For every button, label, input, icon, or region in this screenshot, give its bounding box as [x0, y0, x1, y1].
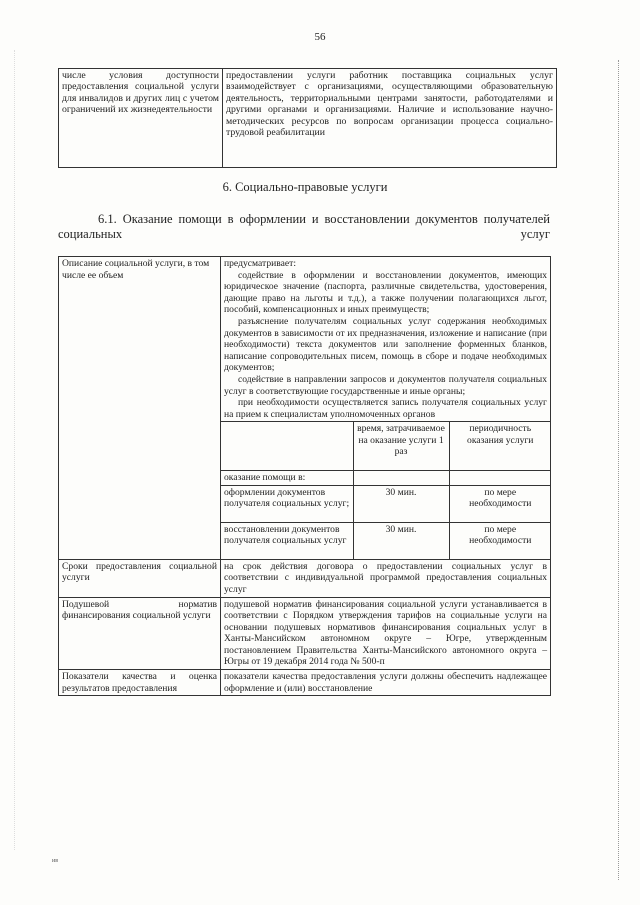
description-intro: предусматривает:: [224, 258, 297, 269]
scan-edge-right: [618, 60, 620, 880]
description-item: при необходимости осуществляется запись получателя социальных услуг на прием к специалистам уполномоченных органов: [224, 397, 547, 420]
col-period-header: периодичность оказания услуги: [449, 422, 551, 471]
footer-mark: ив: [52, 858, 59, 864]
inner-row-period: по мере необходимости: [449, 522, 551, 559]
inner-group-empty: [449, 471, 551, 485]
quality-value: показатели качества предоставления услуги должны обеспечить надлежащее оформление и (или) восстановление: [221, 670, 551, 696]
continued-table: [58, 68, 557, 168]
description-item: разъяснение получателям социальных услуг содержания необходимых документов в зависимости от их предназначения, изложение и написание (при необходимости) текста документов или заполнение форменных бланков, написание сопроводительных писем, помощь в сборе и подаче необходимых документов;: [224, 315, 547, 374]
inner-row-period: по мере необходимости: [449, 485, 551, 522]
description-item: содействие в направлении запросов и документов получателя социальных услуг в соответствующие государственные и иные органы;: [224, 373, 547, 397]
section-heading: 6. Социально-правовые услуги: [222, 180, 388, 194]
norm-value: подушевой норматив финансирования социальной услуги устанавливается в соответствии с Порядком утверждения тарифов на социальные услуги на основании подушевых нормативов финансирования социальных услуг в Ханты-Мансийском автономном округе – Югре, утвержденным постановлением Правительства Ханты-Мансийского автономного округа – Югры от 19 декабря 2014 года № 500-п: [221, 597, 551, 670]
inner-group-label: оказание помощи в:: [221, 471, 353, 485]
col-time-header: время, затрачиваемое на оказание услуги 1 раз: [353, 422, 449, 471]
inner-row-time: 30 мин.: [353, 485, 449, 522]
inner-header-empty: [221, 422, 353, 471]
terms-label: Сроки предоставления социальной услуги: [59, 559, 221, 597]
norm-label: Подушевой норматив финансирования социальной услуги: [59, 597, 221, 670]
service-table: [58, 256, 551, 696]
terms-row: [59, 559, 551, 597]
continued-left-cell: числе условия доступности предоставления социальной услуги для инвалидов и других лиц с учетом ограничений их жизнедеятельности: [59, 69, 223, 168]
inner-group-empty: [353, 471, 449, 485]
inner-row-time: 30 мин.: [353, 522, 449, 559]
description-label: Описание социальной услуги, в том числе ее объем: [59, 257, 221, 560]
description-row: [59, 257, 551, 560]
terms-value: на срок действия договора о предоставлении социальных услуг в соответствии с индивидуальной программой предоставления социальных услуг: [221, 559, 551, 597]
norm-row: [59, 597, 551, 670]
inner-row-name: восстановлении документов получателя социальных услуг: [221, 522, 353, 559]
description-item: содействие в оформлении и восстановлении документов, имеющих юридическое значение (паспорта, различные свидетельства, удостоверения, дающие право на льготы и т.д.), а также получении полагающихся льгот, пособий, компенсационных и иных преимуществ;: [224, 269, 547, 316]
page-number: 56: [314, 31, 326, 43]
continued-right-cell: предоставлении услуги работник поставщика социальных услуг взаимодействует с организациями, осуществляющими образовательную деятельность, территориальными центрами занятости, работодателями и другими органами и организациями. Наличие и использование научно-методических ресурсов по вопросам организации процесса социально-трудовой реабилитации: [223, 69, 557, 168]
description-text: [221, 257, 550, 421]
service-volume-table: [221, 421, 551, 558]
quality-row: [59, 670, 551, 696]
subsection-heading-text: 6.1. Оказание помощи в оформлении и восстановлении документов получателей социальных услуг: [58, 212, 550, 241]
inner-row-name: оформлении документов получателя социальных услуг;: [221, 485, 353, 522]
subsection-heading: [58, 212, 550, 242]
scan-edge-left: [14, 50, 16, 850]
quality-label: Показатели качества и оценка результатов предоставления: [59, 670, 221, 696]
description-cell: [221, 257, 551, 560]
